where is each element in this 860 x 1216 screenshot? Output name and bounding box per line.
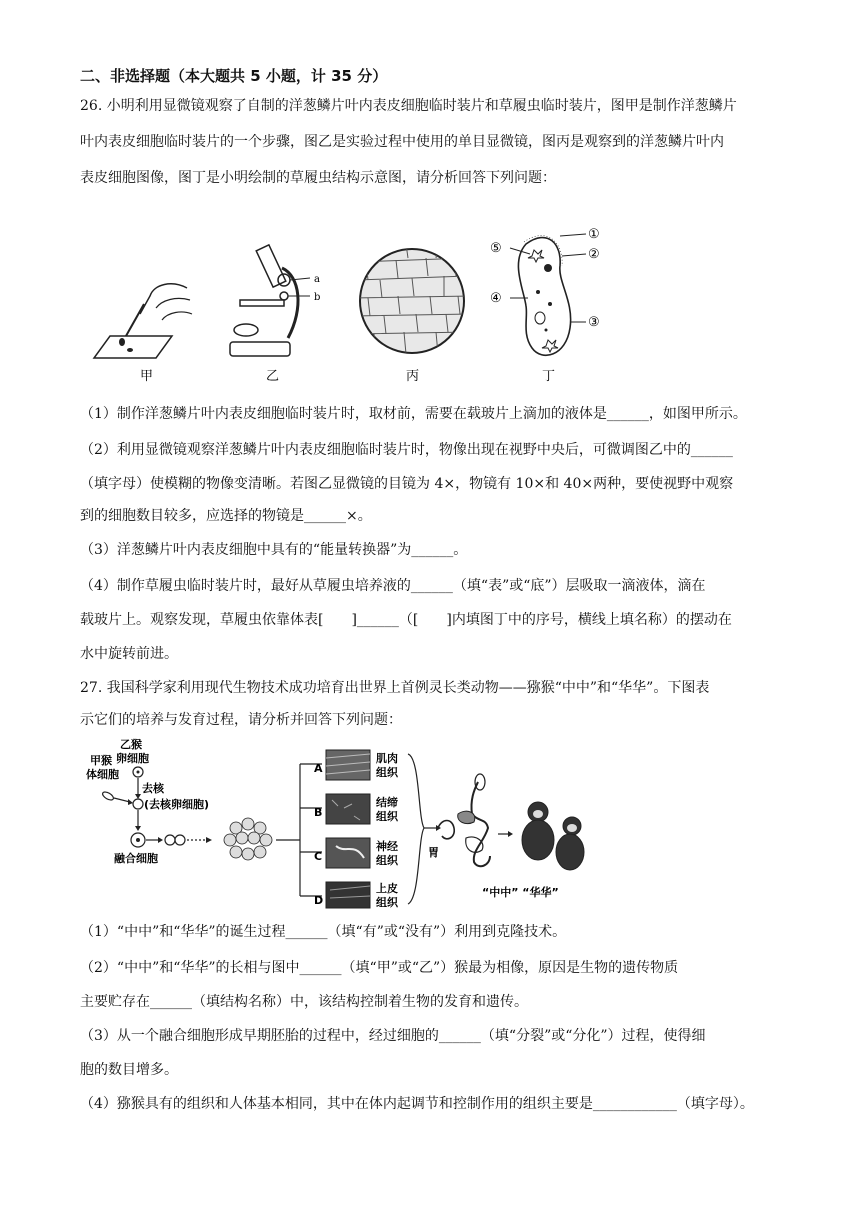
q27-question-4: （4）猕猴具有的组织和人体基本相同，其中在体内起调节和控制作用的组织主要是____________（填字母）。 bbox=[80, 1096, 754, 1112]
svg-text:甲猴: 甲猴 bbox=[90, 754, 112, 767]
svg-text:上皮: 上皮 bbox=[376, 882, 398, 895]
q26-intro-line-2: 叶内表皮细胞临时装片的一个步骤，图乙是实验过程中使用的单目显微镜，图丙是观察到的洋葱鳞片叶内 bbox=[80, 134, 724, 150]
svg-text:D: D bbox=[314, 894, 324, 907]
q27-question-2-line-2: 主要贮存在______（填结构名称）中，该结构控制着生物的发育和遗传。 bbox=[80, 994, 528, 1010]
q26-question-4-line-1: （4）制作草履虫临时装片时，最好从草履虫培养液的______（填“表”或“底”）层吸取一滴液体，滴在 bbox=[80, 578, 706, 594]
figure-yi-label: 乙 bbox=[266, 369, 280, 384]
svg-text:⑤: ⑤ bbox=[490, 241, 502, 256]
svg-text:①: ① bbox=[588, 227, 600, 242]
svg-text:组织: 组织 bbox=[376, 896, 398, 909]
q26-intro-line-3: 表皮细胞图像，图丁是小明绘制的草履虫结构示意图，请分析回答下列问题： bbox=[80, 170, 556, 186]
svg-text:结缔: 结缔 bbox=[376, 796, 398, 809]
svg-text:体细胞: 体细胞 bbox=[86, 768, 119, 781]
svg-text:胃: 胃 bbox=[428, 846, 439, 859]
svg-text:A: A bbox=[314, 762, 323, 775]
svg-text:去核: 去核 bbox=[142, 782, 164, 795]
svg-text:组织: 组织 bbox=[376, 766, 398, 779]
q27-intro-line-1: 27. 我国科学家利用现代生物技术成功培育出世界上首例灵长类动物——猕猴“中中”和“华华”。下图表 bbox=[80, 680, 710, 696]
figure-cloning-process bbox=[86, 738, 596, 910]
q26-question-4-line-2: 载玻片上。观察发现，草履虫依靠体表[ ]______（[ ]内填图丁中的序号，横线上填名称）的摆动在 bbox=[80, 612, 732, 628]
figure-jia-label: 甲 bbox=[140, 369, 154, 384]
svg-text:(去核卵细胞): (去核卵细胞) bbox=[144, 798, 210, 811]
q26-question-2-line-1: （2）利用显微镜观察洋葱鳞片叶内表皮细胞临时装片时，物像出现在视野中央后，可微调图乙中的______ bbox=[80, 442, 733, 458]
q27-intro-line-2: 示它们的培养与发育过程，请分析并回答下列问题： bbox=[80, 712, 402, 728]
q27-question-3-line-2: 胞的数目增多。 bbox=[80, 1062, 178, 1078]
figure-jia-dropping bbox=[92, 270, 212, 385]
q26-intro-line-1: 26. 小明利用显微镜观察了自制的洋葱鳞片叶内表皮细胞临时装片和草履虫临时装片，图甲是制作洋葱鳞片 bbox=[80, 98, 737, 114]
svg-text:③: ③ bbox=[588, 315, 600, 330]
svg-text:神经: 神经 bbox=[376, 840, 398, 853]
svg-text:a: a bbox=[314, 274, 320, 285]
q26-question-3: （3）洋葱鳞片叶内表皮细胞中具有的“能量转换器”为______。 bbox=[80, 542, 468, 558]
monkey-names: “中中” “华华” bbox=[482, 886, 559, 899]
q26-question-1: （1）制作洋葱鳞片叶内表皮细胞临时装片时，取材前，需要在载玻片上滴加的液体是______，如图甲所示。 bbox=[80, 406, 747, 422]
svg-text:乙猴: 乙猴 bbox=[120, 738, 142, 751]
svg-text:④: ④ bbox=[490, 291, 502, 306]
q26-question-4-line-3: 水中旋转前进。 bbox=[80, 646, 178, 662]
figure-ding-label: 丁 bbox=[542, 369, 556, 384]
q27-question-1: （1）“中中”和“华华”的诞生过程______（填“有”或“没有”）利用到克隆技术。 bbox=[80, 924, 567, 940]
q27-question-2-line-1: （2）“中中”和“华华”的长相与图中______（填“甲”或“乙”）猴最为相像，原因是生物的遗传物质 bbox=[80, 960, 679, 976]
svg-text:C: C bbox=[314, 850, 323, 863]
svg-text:②: ② bbox=[588, 247, 600, 262]
figure-ding-paramecium bbox=[488, 222, 618, 388]
svg-text:融合细胞: 融合细胞 bbox=[114, 852, 158, 865]
q26-question-2-line-2: （填字母）使模糊的物像变清晰。若图乙显微镜的目镜为 4×，物镜有 10×和 40×两种，要使视野中观察 bbox=[80, 476, 734, 492]
svg-text:组织: 组织 bbox=[376, 854, 398, 867]
q26-question-2-line-3: 到的细胞数目较多，应选择的物镜是______×。 bbox=[80, 508, 372, 524]
figure-bing-label: 丙 bbox=[406, 369, 420, 384]
svg-text:组织: 组织 bbox=[376, 810, 398, 823]
svg-text:肌肉: 肌肉 bbox=[376, 752, 398, 765]
svg-text:b: b bbox=[314, 292, 321, 303]
figure-yi-microscope bbox=[222, 238, 332, 388]
section-title: 二、非选择题（本大题共 5 小题，计 35 分） bbox=[80, 67, 388, 85]
q27-question-3-line-1: （3）从一个融合细胞形成早期胚胎的过程中，经过细胞的______（填“分裂”或“分化”）过程，使得细 bbox=[80, 1028, 706, 1044]
figure-bing-onion-cells bbox=[356, 244, 472, 388]
svg-text:卵细胞: 卵细胞 bbox=[116, 752, 149, 765]
svg-text:B: B bbox=[314, 806, 323, 819]
